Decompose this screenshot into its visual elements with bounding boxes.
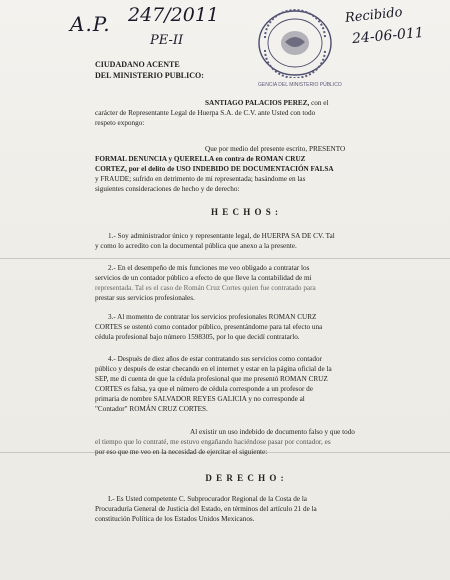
hecho-4-line-2: público y después de estar checando en el internet y estar en la página oficial de la: [95, 365, 332, 373]
hecho-2-line-2: servicios de un contador público a efecto de que lleve la contabilidad de mi: [95, 274, 312, 282]
handwritten-case-number: 247/2011: [128, 4, 220, 26]
hecho-3-line-2: CORTES se ostentó como contador público, presentándome para tal efecto una: [95, 323, 323, 331]
handwritten-subcode: PE-II: [150, 33, 184, 48]
denuncia-line-4: y FRAUDE; sufrido en detrimento de mi representada; basándome en las: [95, 175, 306, 183]
addressee-line-2: DEL MINISTERIO PUBLICO:: [95, 71, 204, 80]
hecho-2-line-3: representada. Tal es el caso de Román Cruz Cortes quien fue contratado para: [95, 284, 316, 292]
hecho-1-line-2: y como lo acredito con la documental pública que anexo a la presente.: [95, 242, 297, 250]
hecho-4-line-6: "Contador" ROMÁN CRUZ CORTES.: [95, 405, 208, 413]
denuncia-line-3: CORTEZ, por el delito de USO INDEBIDO DE DOCUMENTACIÓN FALSA: [95, 165, 334, 173]
derecho-1-line-3: constitución Política de los Estados Unidos Mexicanos.: [95, 515, 255, 523]
hecho-4-line-5: primaria de nombre SALVADOR REYES GALICIA y no corresponde al: [95, 395, 305, 403]
hecho-1-line-1: 1.- Soy administrador único y representante legal, de HUERPA SA DE CV. Tal: [108, 232, 335, 240]
derecho-1-line-2: Procuraduría General de Justicia del Estado, en términos del artículo 21 de la: [95, 505, 317, 513]
hecho-2-line-1: 2.- En el desempeño de mis funciones me veo obligado a contratar los: [108, 264, 310, 272]
uso-line-2: el tiempo que lo contraté, me estuvo engañando haciéndose pasar por contador, es: [95, 438, 331, 446]
section-title-hechos: H E C H O S :: [210, 207, 279, 217]
addressee-line-1: CIUDADANO ACENTE: [95, 60, 180, 69]
received-label: Recibido: [344, 5, 404, 26]
hecho-4-line-1: 4.- Después de diez años de estar contratando sus servicios como contador: [108, 355, 322, 363]
denuncia-line-5: siguientes consideraciones de hecho y de derecho:: [95, 185, 240, 193]
received-date: 24-06-011: [351, 24, 425, 48]
denuncia-line-1: Que por medio del presente escrito, PRESENTO: [205, 145, 346, 153]
complainant-name: SANTIAGO PALACIOS PEREZ,: [205, 99, 310, 107]
official-seal-stamp: [255, 8, 335, 78]
intro-line-3: respeto expongo:: [95, 119, 145, 127]
handwritten-ap: A.P.: [70, 12, 111, 36]
intro-line-1: [205, 99, 385, 109]
hecho-4-line-4: CORTES es falsa, ya que el número de cédula corresponde a un profesor de: [95, 385, 313, 393]
stamp-caption: GENCIA DEL MINISTERIO PÚBLICO: [258, 82, 342, 88]
section-title-derecho: D E R E C H O :: [205, 473, 285, 483]
uso-line-1: Al existir un uso indebido de documento falso y que todo: [190, 428, 355, 436]
hecho-4-line-3: SEP, me di cuenta de que la cédula profesional que me presentó ROMAN CRUZ: [95, 375, 328, 383]
derecho-1-line-1: I.- Es Usted competente C. Subprocurador Regional de la Costa de la: [108, 495, 308, 503]
denuncia-line-2: FORMAL DENUNCIA y QUERELLA en contra de ROMAN CRUZ: [95, 155, 306, 163]
uso-line-3: por eso que me veo en la necesidad de ejercitar el siguiente:: [95, 448, 268, 456]
hecho-3-line-1: 3.- Al momento de contratar los servicios profesionales ROMAN CURZ: [108, 313, 317, 321]
hecho-3-line-3: cédula profesional bajo número 1598305, por lo que decidí contratarlo.: [95, 333, 300, 341]
fold-line: [0, 258, 450, 259]
intro-line-2: carácter de Representante Legal de Huerpa S.A. de C.V. ante Usted con todo: [95, 109, 316, 117]
intro-line-1-rest: con el: [311, 99, 329, 107]
hecho-2-line-4: prestar sus servicios profesionales.: [95, 294, 195, 302]
